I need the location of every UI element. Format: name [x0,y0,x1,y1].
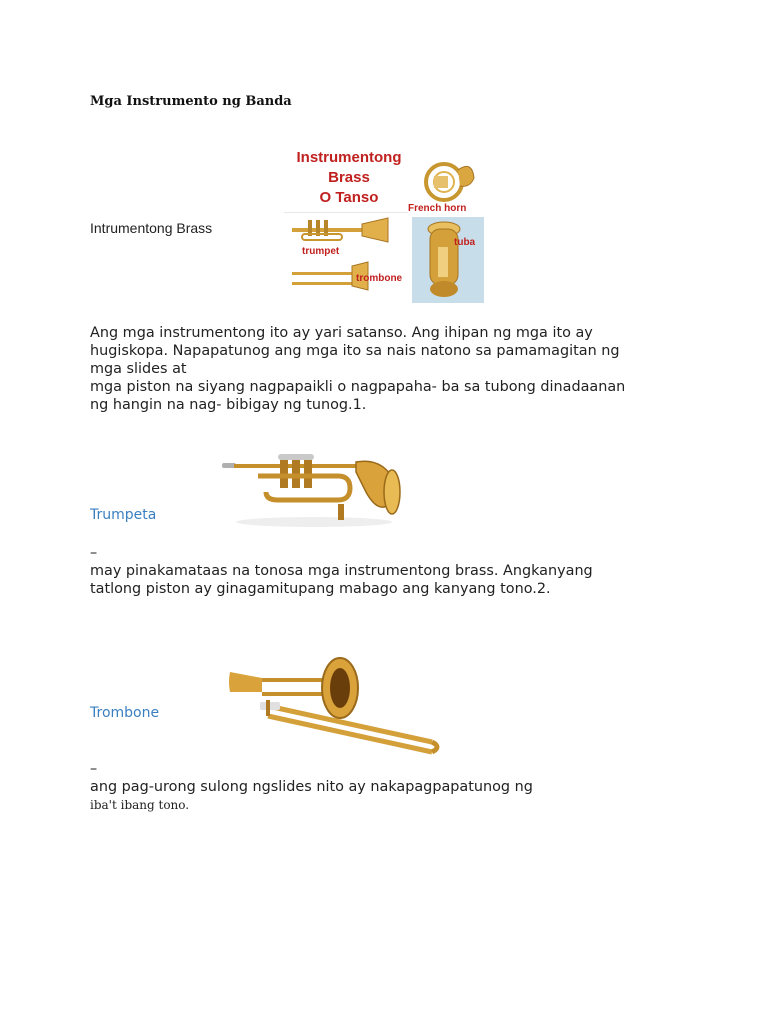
brass-collage-image [282,140,486,304]
paragraph-line: iba't ibang tono. [90,798,190,812]
paragraph-line: ang pag-urong sulong ngslides nito ay nakapagpapatunog ng [90,779,533,795]
collage-header-line: Brass [328,169,370,186]
trombone-label: trombone [356,273,403,284]
trombone-photo [222,652,446,762]
dash-marker: – [90,761,98,777]
brass-label: Intrumentong Brass [90,220,213,236]
brass-paragraph [90,324,670,414]
tuba-illustration [412,217,484,303]
collage-header-line: Instrumentong [296,149,402,166]
tuba-label: tuba [454,237,476,248]
french-horn-label: French horn [408,203,467,214]
trumpet-photo [218,448,404,530]
paragraph-line: mga piston na siyang nagpapaikli o nagpapaha- ba sa tubong dinadaanan [90,379,626,395]
trombone-heading: Trombone [90,705,160,721]
paragraph-line: hugiskopa. Napapatunog ang mga ito sa nais natono sa pamamagitan ng [90,343,620,359]
french-horn-illustration [414,152,478,206]
dash-marker: – [90,545,98,561]
trombone-paragraph [90,760,670,814]
paragraph-line: may pinakamataas na tonosa mga instrumentong brass. Angkanyang [90,563,593,579]
document-title: Mga Instrumento ng Banda [90,94,292,109]
tuba-panel [412,217,484,303]
trumpet-illustration [288,214,392,248]
paragraph-line: ng hangin na nag- bibigay ng tunog.1. [90,397,367,413]
collage-header [286,148,412,208]
paragraph-line: mga slides at [90,361,187,377]
paragraph-line: Ang mga instrumentong ito ay yari satanso. Ang ihipan ng mga ito ay [90,325,593,341]
collage-header-line: O Tanso [319,189,379,206]
trumpeta-heading: Trumpeta [90,507,157,523]
paragraph-line: tatlong piston ay ginagamitupang mabago ang kanyang tono.2. [90,581,551,597]
trumpet-label: trumpet [302,246,340,257]
trumpeta-paragraph [90,544,670,598]
